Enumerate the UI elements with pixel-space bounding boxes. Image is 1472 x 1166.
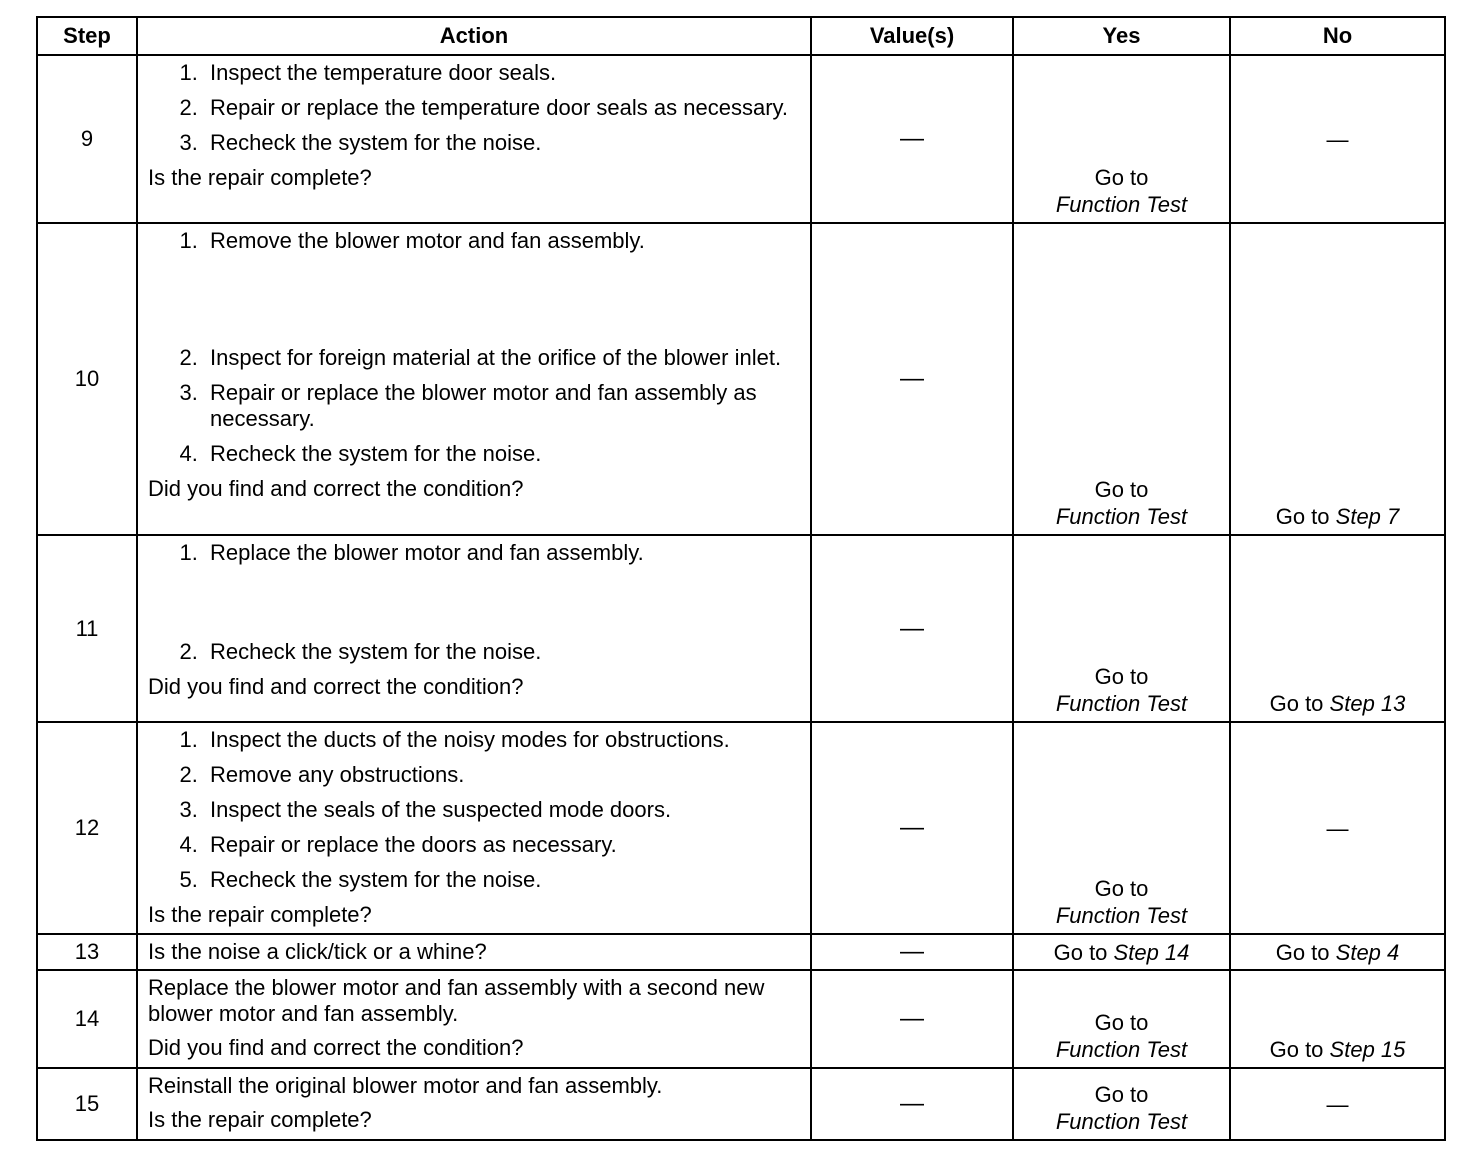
table-row-step-11 <box>37 535 1445 722</box>
table-row-step-15 <box>37 1068 1445 1140</box>
yes-prefix: Go to <box>1094 1010 1149 1035</box>
yes-prefix: Go to <box>1094 876 1149 901</box>
no-target: Step 4 <box>1335 939 1400 965</box>
no-prefix: Go to <box>1269 691 1324 716</box>
step-number: 10 <box>37 223 137 535</box>
value-cell: — <box>811 722 1013 934</box>
no-cell <box>1230 223 1445 535</box>
no-cell: — <box>1230 722 1445 934</box>
yes-prefix: Go to <box>1094 1082 1149 1107</box>
action-question: Is the repair complete? <box>148 1107 372 1132</box>
table-row-step-10 <box>37 223 1445 535</box>
action-question: Did you find and correct the condition? <box>148 1035 524 1060</box>
value-cell: — <box>811 1068 1013 1140</box>
action-item: 2. Recheck the system for the noise. <box>204 639 800 665</box>
action-question: Did you find and correct the condition? <box>148 674 524 699</box>
action-item: 1. Inspect the temperature door seals. <box>204 60 800 86</box>
step-number: 12 <box>37 722 137 934</box>
action-question: Did you find and correct the condition? <box>148 476 524 501</box>
action-statement: Reinstall the original blower motor and fan assembly. <box>148 1073 663 1098</box>
yes-target: Function Test <box>1055 1109 1188 1134</box>
table-row-step-14 <box>37 970 1445 1068</box>
yes-prefix: Go to <box>1094 165 1149 190</box>
action-question: Is the noise a click/tick or a whine? <box>137 934 811 970</box>
action-item: 2. Inspect for foreign material at the orifice of the blower inlet. <box>204 345 800 371</box>
no-cell: — <box>1230 1068 1445 1140</box>
action-list <box>148 228 800 467</box>
action-statement: Replace the blower motor and fan assembly with a second new blower motor and fan assembly. <box>148 975 765 1026</box>
action-question: Is the repair complete? <box>148 902 372 927</box>
table-row-step-9 <box>37 55 1445 223</box>
no-cell <box>1230 970 1445 1068</box>
action-item: 2. Repair or replace the temperature door seals as necessary. <box>204 95 800 121</box>
action-item: 2. Remove any obstructions. <box>204 762 800 788</box>
yes-prefix: Go to <box>1053 939 1108 965</box>
step-number: 9 <box>37 55 137 223</box>
action-list <box>148 60 800 156</box>
action-cell <box>137 1068 811 1140</box>
step-number: 11 <box>37 535 137 722</box>
yes-cell <box>1013 934 1230 970</box>
yes-target: Function Test <box>1055 504 1188 529</box>
action-cell <box>137 535 811 722</box>
action-item: 3. Recheck the system for the noise. <box>204 130 800 156</box>
no-prefix: Go to <box>1269 1037 1324 1062</box>
value-cell: — <box>811 970 1013 1068</box>
action-item: 1. Inspect the ducts of the noisy modes for obstructions. <box>204 727 800 753</box>
diagnostic-table-page <box>36 16 1444 1141</box>
yes-cell <box>1013 1068 1230 1140</box>
yes-cell <box>1013 55 1230 223</box>
action-cell <box>137 55 811 223</box>
action-item: 1. Replace the blower motor and fan assembly. <box>204 540 800 566</box>
header-action: Action <box>137 17 811 55</box>
action-cell <box>137 722 811 934</box>
spacer <box>204 575 800 639</box>
no-target: Step 15 <box>1329 1037 1406 1062</box>
yes-target: Function Test <box>1055 192 1188 217</box>
yes-target: Function Test <box>1055 1037 1188 1062</box>
no-prefix: Go to <box>1275 504 1330 529</box>
action-list <box>148 540 800 665</box>
yes-prefix: Go to <box>1094 664 1149 689</box>
action-item: 1. Remove the blower motor and fan assembly. <box>204 228 800 254</box>
yes-cell <box>1013 722 1230 934</box>
header-values: Value(s) <box>811 17 1013 55</box>
value-cell: — <box>811 55 1013 223</box>
header-no: No <box>1230 17 1445 55</box>
step-number: 14 <box>37 970 137 1068</box>
value-cell: — <box>811 934 1013 970</box>
no-target: Step 7 <box>1335 504 1400 529</box>
action-item: 3. Inspect the seals of the suspected mode doors. <box>204 797 800 823</box>
yes-target: Function Test <box>1055 903 1188 928</box>
action-item: 4. Recheck the system for the noise. <box>204 441 800 467</box>
table-row-step-13 <box>37 934 1445 970</box>
action-item: 3. Repair or replace the blower motor and fan assembly as necessary. <box>204 380 800 432</box>
yes-cell <box>1013 535 1230 722</box>
spacer <box>204 263 800 345</box>
yes-prefix: Go to <box>1094 477 1149 502</box>
step-number: 13 <box>37 934 137 970</box>
no-cell <box>1230 934 1445 970</box>
yes-cell <box>1013 223 1230 535</box>
diagnostic-table <box>36 16 1446 1141</box>
header-yes: Yes <box>1013 17 1230 55</box>
yes-target: Function Test <box>1055 691 1188 716</box>
no-target: Step 13 <box>1329 691 1406 716</box>
action-cell <box>137 970 811 1068</box>
action-question: Is the repair complete? <box>148 165 372 190</box>
no-cell: — <box>1230 55 1445 223</box>
step-number: 15 <box>37 1068 137 1140</box>
yes-target: Step 14 <box>1113 939 1190 965</box>
yes-cell <box>1013 970 1230 1068</box>
action-list <box>148 727 800 893</box>
header-row <box>37 17 1445 55</box>
action-cell <box>137 223 811 535</box>
action-item: 5. Recheck the system for the noise. <box>204 867 800 893</box>
value-cell: — <box>811 535 1013 722</box>
table-row-step-12 <box>37 722 1445 934</box>
value-cell: — <box>811 223 1013 535</box>
no-prefix: Go to <box>1275 939 1330 965</box>
no-cell <box>1230 535 1445 722</box>
action-item: 4. Repair or replace the doors as necessary. <box>204 832 800 858</box>
header-step: Step <box>37 17 137 55</box>
